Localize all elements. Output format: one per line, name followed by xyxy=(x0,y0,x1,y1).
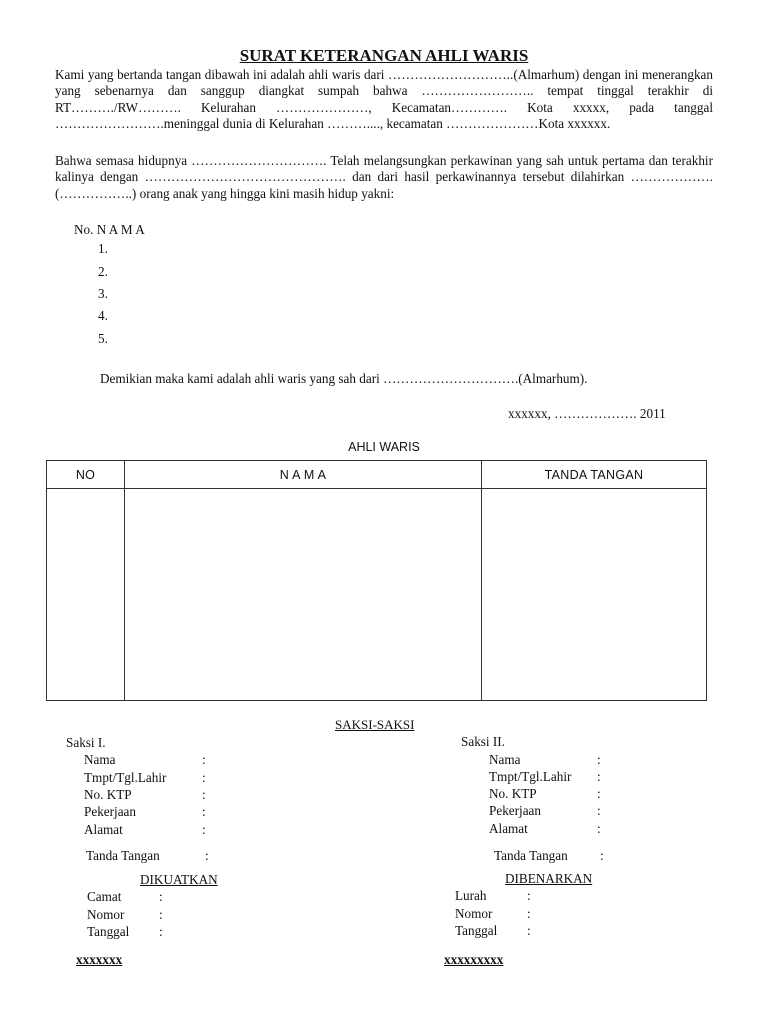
table-cell-no[interactable] xyxy=(47,489,125,701)
saksi-1-field-ttl: Tmpt/Tgl.Lahir xyxy=(84,770,167,785)
saksi-1-field-pekerjaan: Pekerjaan xyxy=(84,804,136,819)
witnesses-title: SAKSI-SAKSI xyxy=(335,717,415,732)
table-cell-nama[interactable] xyxy=(125,489,482,701)
saksi-1-field-nama: Nama xyxy=(84,752,116,767)
dikuatkan-field-nomor: Nomor xyxy=(87,907,125,922)
table-cell-tanda-tangan[interactable] xyxy=(482,489,707,701)
colon: : xyxy=(600,848,604,863)
opening-paragraph: Kami yang bertanda tangan dibawah ini adalah ahli waris dari ………………………..(Almarhum) dengan ini menerangkan yang sebenarnya dan sanggup diangkat sumpah bahwa …………………….. tempat tinggal terakhir di RT………./RW………. Kelurahan …………………, Kecamatan…………. Kota xxxxx, pada tanggal …………………….meninggal dunia di Kelurahan ………...., kecamatan …………………Kota xxxxxx. xyxy=(55,67,713,132)
dikuatkan-field-tanggal: Tanggal xyxy=(87,924,130,939)
colon: : xyxy=(202,804,206,819)
dibenarkan-field-lurah: Lurah xyxy=(455,888,487,903)
saksi-2-field-ttl: Tmpt/Tgl.Lahir xyxy=(489,769,572,784)
dikuatkan-title: DIKUATKAN xyxy=(140,872,218,887)
saksi-2-label: Saksi II. xyxy=(461,734,505,749)
colon: : xyxy=(202,787,206,802)
list-item: 2. xyxy=(98,264,108,279)
saksi-1-signature-label: Tanda Tangan xyxy=(86,848,160,863)
list-item: 4. xyxy=(98,308,108,323)
colon: : xyxy=(202,822,206,837)
column-header-no: NO xyxy=(47,461,125,489)
heirs-table xyxy=(46,460,707,701)
saksi-2-field-nama: Nama xyxy=(489,752,521,767)
colon: : xyxy=(159,889,163,904)
dikuatkan-field-camat: Camat xyxy=(87,889,122,904)
colon: : xyxy=(527,906,531,921)
list-item: 5. xyxy=(98,331,108,346)
list-item: 1. xyxy=(98,241,108,256)
saksi-1-field-alamat: Alamat xyxy=(84,822,123,837)
closing-statement: Demikian maka kami adalah ahli waris yang sah dari ………………………….(Almarhum). xyxy=(100,371,588,386)
colon: : xyxy=(527,888,531,903)
saksi-2-field-ktp: No. KTP xyxy=(489,786,537,801)
marriage-paragraph: Bahwa semasa hidupnya …………………………. Telah melangsungkan perkawinan yang sah untuk pertama dan terakhir kalinya dengan ………………………………………. dan dari hasil perkawinannya tersebut dilahirkan ……………….(……………..) orang anak yang hingga kini masih hidup yakni: xyxy=(55,153,713,201)
saksi-1-label: Saksi I. xyxy=(66,735,106,750)
colon: : xyxy=(527,923,531,938)
colon: : xyxy=(202,752,206,767)
saksi-2-field-alamat: Alamat xyxy=(489,821,528,836)
saksi-1-field-ktp: No. KTP xyxy=(84,787,132,802)
saksi-2-field-pekerjaan: Pekerjaan xyxy=(489,803,541,818)
colon: : xyxy=(597,803,601,818)
list-item: 3. xyxy=(98,286,108,301)
colon: : xyxy=(597,821,601,836)
colon: : xyxy=(159,924,163,939)
colon: : xyxy=(159,907,163,922)
column-header-tanda-tangan: TANDA TANGAN xyxy=(482,461,707,489)
dibenarkan-title: DIBENARKAN xyxy=(505,871,593,886)
heirs-table-title: AHLI WARIS xyxy=(348,440,420,454)
saksi-2-signature-label: Tanda Tangan xyxy=(494,848,568,863)
dibenarkan-field-nomor: Nomor xyxy=(455,906,493,921)
colon: : xyxy=(597,752,601,767)
document-title: SURAT KETERANGAN AHLI WARIS xyxy=(239,46,529,65)
colon: : xyxy=(597,769,601,784)
dibenarkan-field-tanggal: Tanggal xyxy=(455,923,498,938)
column-header-nama: N A M A xyxy=(125,461,482,489)
name-list-header: No. N A M A xyxy=(74,222,145,237)
colon: : xyxy=(202,770,206,785)
dikuatkan-signer: xxxxxxx xyxy=(76,952,123,967)
colon: : xyxy=(597,786,601,801)
colon: : xyxy=(205,848,209,863)
date-line: xxxxxx, ………………. 2011 xyxy=(508,406,666,421)
dibenarkan-signer: xxxxxxxxx xyxy=(444,952,504,967)
